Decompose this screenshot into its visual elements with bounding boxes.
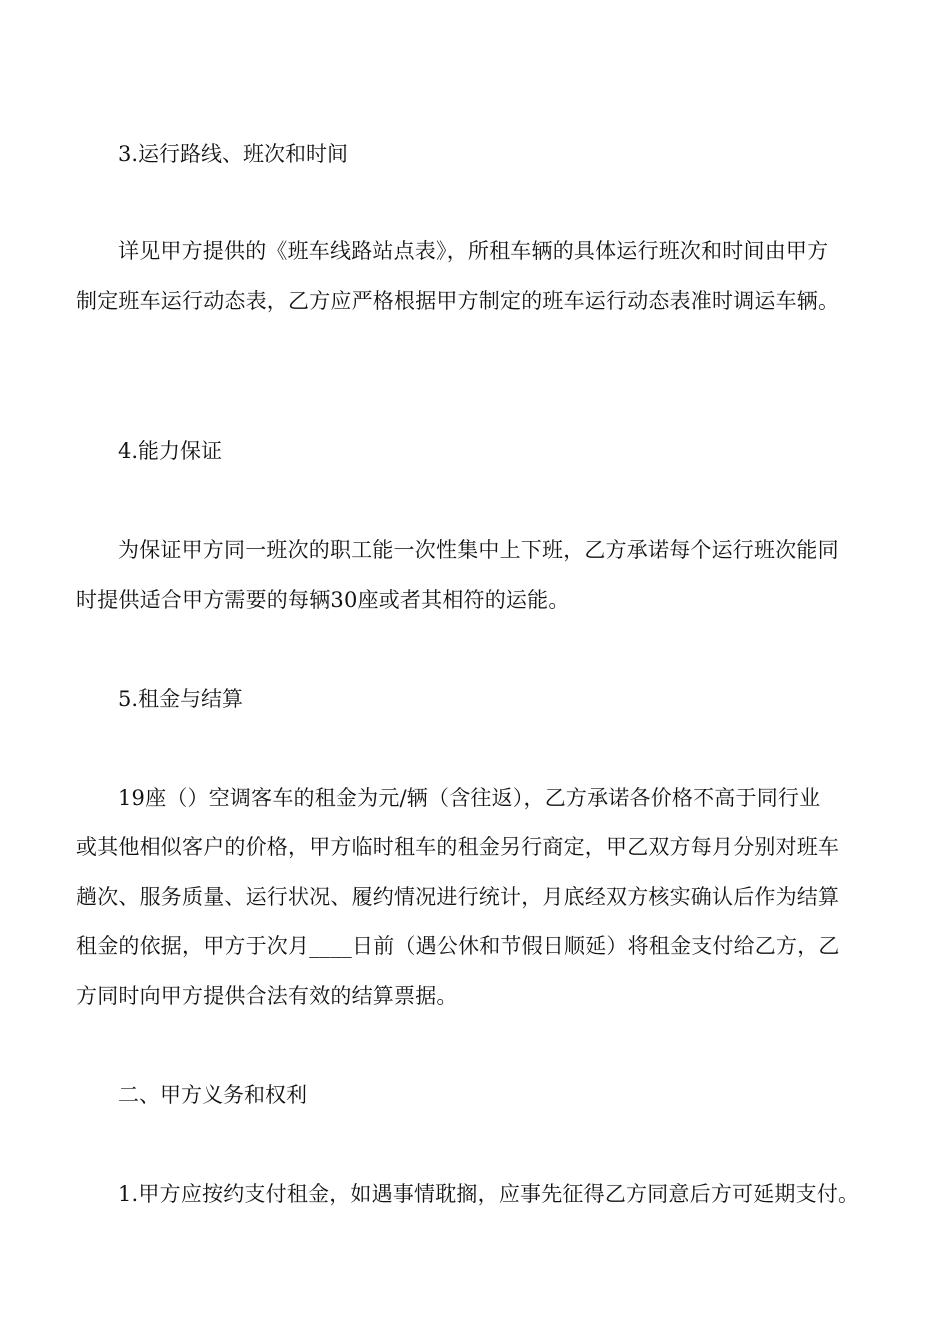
section-4-paragraph-line-1: 为保证甲方同一班次的职工能一次性集中上下班，乙方承诺每个运行班次能同 <box>118 538 839 562</box>
section-4-paragraph-line-2: 时提供适合甲方需要的每辆30座或者其相符的运能。 <box>76 588 570 612</box>
section-3-heading: 3.运行路线、班次和时间 <box>118 142 349 166</box>
section-5-paragraph-line-4: 租金的依据，甲方于次月____日前（遇公休和节假日顺延）将租金支付给乙方，乙 <box>76 934 840 958</box>
part-2-item-1: 1.甲方应按约支付租金，如遇事情耽搁，应事先征得乙方同意后方可延期支付。 <box>118 1182 860 1206</box>
section-5-heading: 5.租金与结算 <box>118 687 244 711</box>
section-5-paragraph-line-1: 19座（）空调客车的租金为元/辆（含往返），乙方承诺各价格不高于同行业 <box>118 786 821 810</box>
section-3-paragraph-line-2: 制定班车运行动态表，乙方应严格根据甲方制定的班车运行动态表准时调运车辆。 <box>76 289 840 313</box>
section-4-heading: 4.能力保证 <box>118 439 223 463</box>
section-5-paragraph-line-5: 方同时向甲方提供合法有效的结算票据。 <box>76 984 458 1008</box>
section-5-paragraph-line-2: 或其他相似客户的价格，甲方临时租车的租金另行商定，甲乙双方每月分别对班车 <box>76 835 840 859</box>
section-3-paragraph-line-1: 详见甲方提供的《班车线路站点表》，所租车辆的具体运行班次和时间由甲方 <box>118 239 829 263</box>
section-5-paragraph-line-3: 趟次、服务质量、运行状况、履约情况进行统计，月底经双方核实确认后作为结算 <box>76 885 840 909</box>
part-2-heading: 二、甲方义务和权利 <box>118 1083 307 1107</box>
